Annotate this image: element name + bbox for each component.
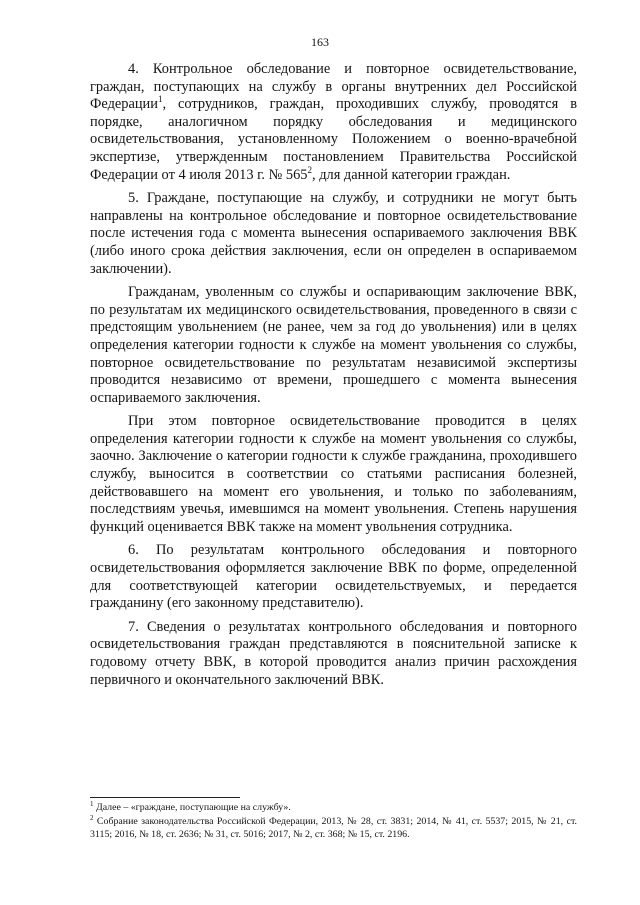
footnote-ref-1: 1 [157,94,163,105]
footnote-mark-2: 2 [90,813,94,822]
footnote-2 [90,815,577,842]
page-number: 163 [311,35,329,49]
footnotes [90,801,577,842]
footnote-2-text: Собрание законодательства Российской Федерации, 2013, № 28, ст. 3831; 2014, № 41, ст. 5537; 2015, № 21, ст. 3115; 2016, № 18, ст. 2636; № 31, ст. 5016; 2017, № 2, ст. 368; № 15, ст. 2196. [90,815,577,840]
footnote-ref-2: 2 [307,164,313,175]
paragraph-6: 6. По результатам контрольного обследования и повторного освидетельствования оформляется заключение ВВК по форме, определенной для соответствующей категории освидетельствуемых, и передается гражданину (его законному представителю). [90,542,577,612]
paragraph-5-dismissed: Гражданам, уволенным со службы и оспаривающим заключение ВВК, по результатам их медицинского освидетельствования, проведенного в связи с предстоящим увольнением (не ранее, чем за год до увольнения) или в целях определения категории годности к службе на момент увольнения со службы, повторное освидетельствование по результатам независимой экспертизы проводится независимо от времени, прошедшего с момента вынесения оспариваемого заключения. [90,284,577,406]
footnote-separator [90,797,240,798]
footnote-1-text: Далее – «граждане, поступающие на службу». [93,802,291,813]
paragraph-7: 7. Сведения о результатах контрольного обследования и повторного освидетельствования граждан представляются в пояснительной записке к годовому отчету ВВК, в которой проводится анализ причин расхождения первичного и окончательного заключений ВВК. [90,618,577,688]
footnote-mark-1: 1 [90,800,94,808]
footnote-1 [90,801,577,815]
paragraph-5-repeat: При этом повторное освидетельствование проводится в целях определения категории годности к службе на момент увольнения со службы, заочно. Заключение о категории годности к службе гражданина, проходившего службу, выносится в соответствии со статьями расписания болезней, действовавшего на момент его увольнения, и только по заболеваниям, последствиям увечья, имевшимся на момент увольнения. Степень нарушения функций оценивается ВВК также на момент увольнения сотрудника. [90,413,577,535]
paragraph-5: 5. Граждане, поступающие на службу, и сотрудники не могут быть направлены на контрольное обследование и повторное освидетельствование после истечения года с момента вынесения оспариваемого заключения ВВК (либо иного срока действия заключения, если он определен в оспариваемом заключении). [90,190,577,277]
paragraph-4-text-c: , для данной категории граждан. [312,166,511,183]
body-text [90,61,577,695]
paragraph-4 [90,61,577,184]
paragraph-4-text-b: , сотрудников, граждан, проходивших службу, проводятся в порядке, аналогичном порядку обследования и медицинского освидетельствования, установленному Положением о военно-врачебной экспертизе, утвержденным постановлением Правительства Российской Федерации от 4 июля 2013 г. № 565 [90,96,577,183]
paragraph-4-text-a: 4. Контрольное обследование и повторное освидетельствование, граждан, поступающих на службу в органы внутренних дел Российской Федерации [90,61,577,113]
